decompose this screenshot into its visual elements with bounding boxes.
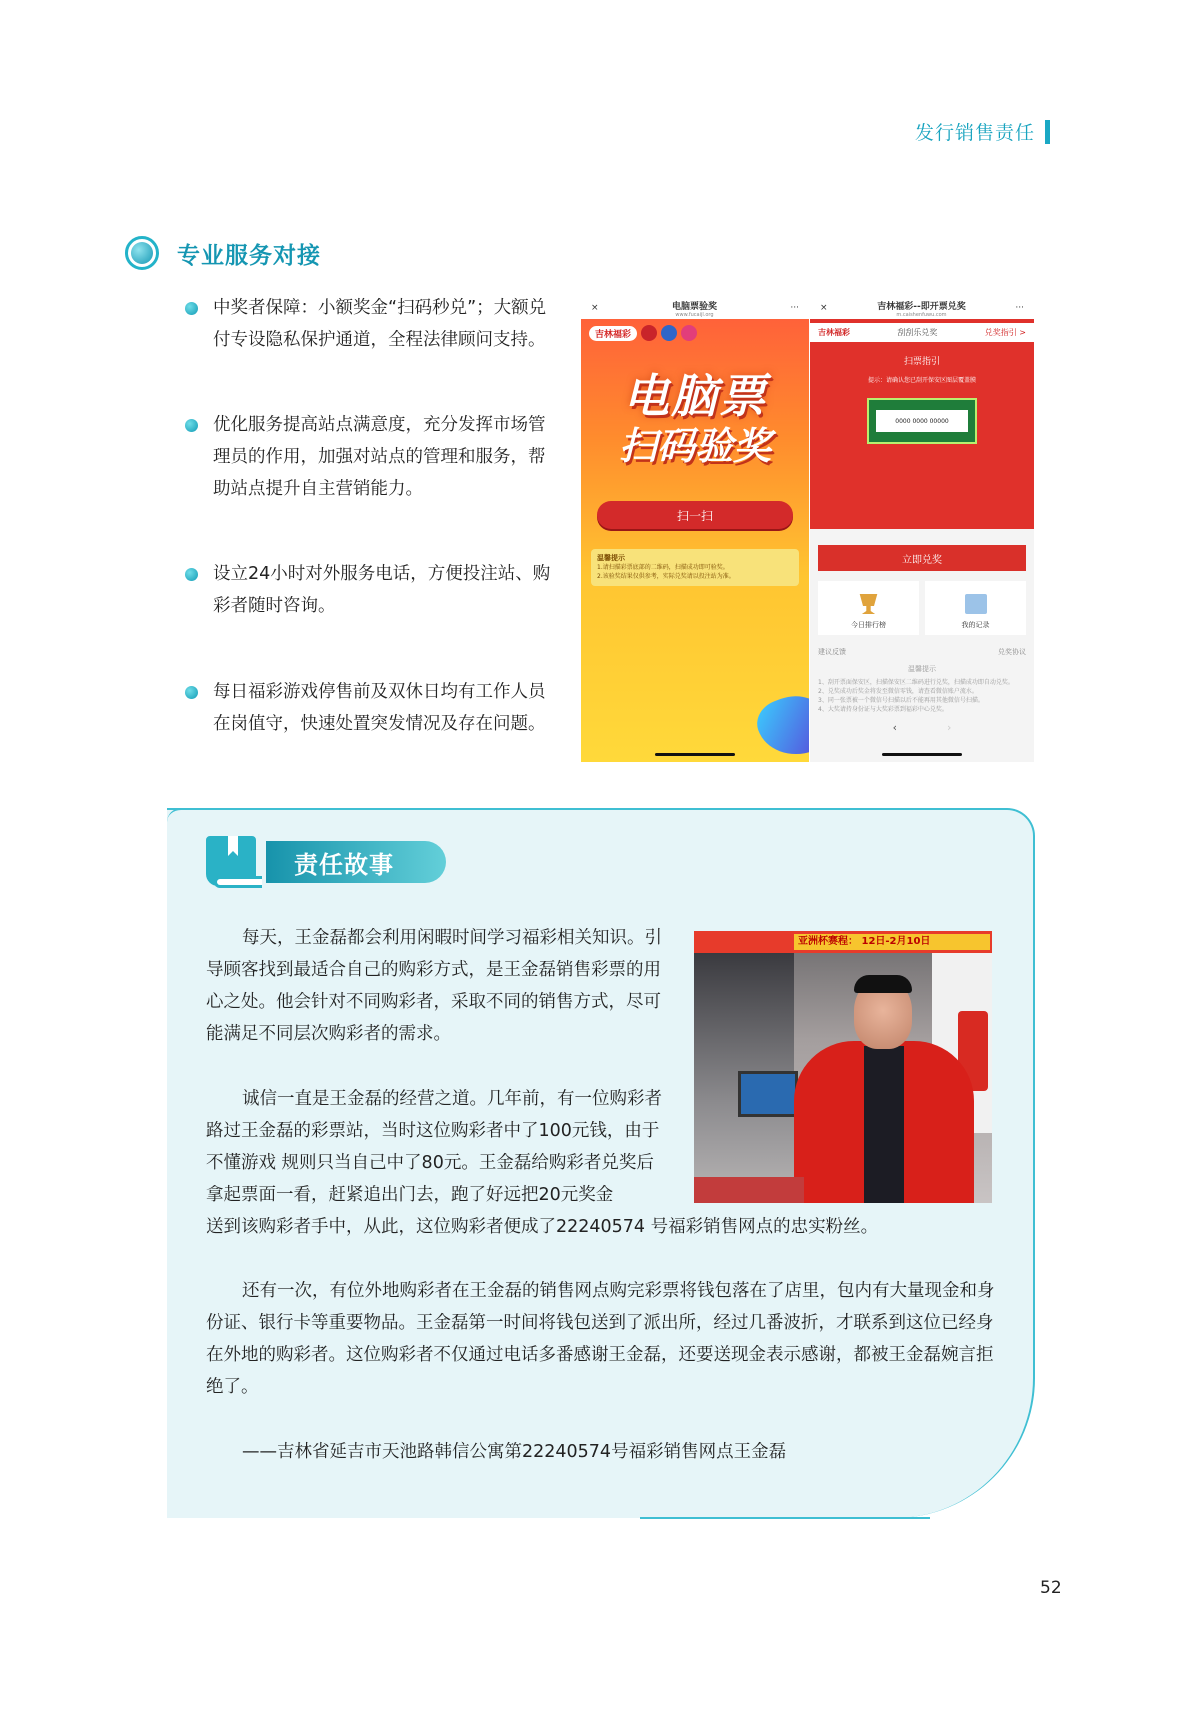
brand-row [810, 323, 1034, 342]
ranking-card[interactable] [818, 581, 919, 635]
tip-line: 1.请扫描彩票底部的二维码，扫描成功即可验奖。 [597, 564, 729, 571]
story-title-pill [266, 841, 446, 883]
notice-line: 4、大奖请持身份证与大奖彩票到福彩中心兑奖。 [818, 706, 948, 713]
tip-line: 2.该验奖结果仅供参考，实际兑奖请以投注站为准。 [597, 573, 735, 580]
photo-banner-text: 亚洲杯赛程： 12日-2月10日 [794, 934, 990, 950]
bullet-text: 优化服务提高站点满意度，充分发挥市场管理员的作用，加强对站点的管理和服务，帮助站点提升自主营销能力。 [213, 415, 546, 499]
guide-hint: 提示：请确认您已刮开保安区图层覆盖膜 [867, 377, 976, 384]
phone-title: 电脑票验奖 [671, 301, 717, 312]
bullet-text: 每日福彩游戏停售前及双休日均有工作人员在岗值守，快速处置突发情况及存在问题。 [213, 682, 546, 734]
bullet-dot-icon [185, 568, 198, 581]
hero-subtitle: 扫码验奖 [618, 424, 771, 468]
story-heading [206, 832, 446, 892]
bullet-item [185, 292, 555, 356]
phone-url: www.fucaijl.org [675, 311, 714, 318]
brand-logo: 吉林福彩 [589, 326, 637, 341]
game-logo-icon [661, 325, 677, 341]
card-label: 我的记录 [961, 621, 990, 629]
bullet-item [185, 676, 555, 740]
game-logo-icon [681, 325, 697, 341]
section-title [125, 236, 321, 270]
book-icon [206, 832, 262, 892]
story-signature: ——吉林省延吉市天池路韩信公寓第22240574号福彩销售网点王金磊 [242, 1442, 787, 1462]
agreement-link[interactable]: 兑奖协议 [998, 648, 1026, 656]
browser-nav [810, 721, 1034, 734]
brand-logo: 吉林福彩 [818, 328, 850, 337]
bullet-text: 设立24小时对外服务电话，方便投注站、购彩者随时咨询。 [213, 564, 551, 616]
redeem-button[interactable]: 立即兑奖 [818, 545, 1026, 571]
phone-screenshot-instant-ticket [810, 297, 1034, 762]
notice-heading: 温馨提示 [908, 665, 936, 673]
feedback-link[interactable]: 建议反馈 [818, 648, 846, 656]
bullet-dot-icon [185, 686, 198, 699]
circle-bullet-icon [125, 236, 159, 270]
notice-line: 2、兑奖成功后奖金将发至微信零钱，请查看微信账户流水。 [818, 688, 978, 695]
forward-icon[interactable]: › [947, 721, 952, 734]
phone-url: m.caishenfuwu.com [896, 311, 947, 318]
tip-box [591, 549, 799, 586]
decorative-blob [751, 686, 809, 762]
phone-screenshot-computer-ticket [581, 297, 809, 762]
brand-logos [581, 319, 809, 347]
footer-links [818, 647, 1026, 657]
notice-line: 3、同一张票被一个微信号扫描以后不能再用其他微信号扫描。 [818, 697, 984, 704]
phone-top-bar [581, 297, 809, 319]
bullet-dot-icon [185, 419, 198, 432]
ticket-code: 0000 0000 00000 [876, 410, 968, 432]
story-box-bottom-line [640, 1517, 930, 1519]
story-paragraph-continued: 送到该购彩者手中，从此，这位购彩者便成了22240574 号福彩销售网点的忠实粉丝。 [206, 1217, 879, 1237]
section-title-text: 专业服务对接 [177, 242, 321, 269]
card-label: 今日排行榜 [851, 621, 886, 629]
scan-button[interactable]: 扫一扫 [597, 501, 793, 529]
bullet-item [185, 409, 555, 505]
back-icon[interactable]: ‹ [892, 721, 897, 734]
bullet-text: 中奖者保障：小额奖金“扫码秒兑”；大额兑付专设隐私保护通道，全程法律顾问支持。 [213, 298, 547, 350]
scan-guide-panel [810, 319, 1034, 529]
close-icon[interactable]: × [591, 303, 599, 313]
story-paragraph: 每天，王金磊都会利用闲暇时间学习福彩相关知识。引导顾客找到最适合自己的购彩方式，是王金磊销售彩票的用心之处。他会针对不同购彩者，采取不同的销售方式，尽可能满足不同层次购彩者的需求。 [206, 928, 662, 1044]
guide-link[interactable]: 兑奖指引 > [984, 328, 1026, 337]
trophy-icon [858, 594, 880, 614]
page-number: 52 [1040, 1578, 1062, 1598]
guide-title: 扫票指引 [903, 357, 940, 367]
phone-top-bar [810, 297, 1034, 319]
monitor-icon [738, 1071, 798, 1117]
notice-line: 1、刮开票面保安区，扫描保安区二维码进行兑奖，扫描成功即自动兑奖。 [818, 679, 1014, 686]
close-icon[interactable]: × [820, 303, 828, 313]
feature-cards [818, 581, 1026, 635]
ticket-illustration [867, 398, 977, 444]
section-header-bar [1045, 120, 1050, 144]
hero-title: 电脑票 [623, 369, 767, 423]
more-icon[interactable]: ··· [790, 303, 799, 313]
bullet-dot-icon [185, 302, 198, 315]
home-indicator [882, 753, 962, 756]
story-title: 责任故事 [294, 850, 394, 879]
story-paragraph: 诚信一直是王金磊的经营之道。几年前，有一位购彩者路过王金磊的彩票站，当时这位购彩者中了100元钱，由于不懂游戏 规则只当自己中了80元。王金磊给购彩者兑奖后拿起票面一看，赶紧追出门去，跑了好远把20元奖金 [206, 1089, 662, 1205]
section-header-label: 发行销售责任 [914, 122, 1035, 144]
story-paragraph: 还有一次，有位外地购彩者在王金磊的销售网点购完彩票将钱包落在了店里，包内有大量现金和身份证、银行卡等重要物品。王金磊第一时间将钱包送到了派出所，经过几番波折，才联系到这位已经身在外地的购彩者。这位购彩者不仅通过电话多番感谢王金磊，还要送现金表示感谢，都被王金磊婉言拒绝了。 [206, 1281, 995, 1397]
document-icon [965, 594, 987, 614]
brand-sub: 刮刮乐兑奖 [897, 328, 938, 337]
phone-title: 吉林福彩--即开票兑奖 [877, 301, 966, 312]
portrait-photo [694, 931, 992, 1203]
tip-heading: 温馨提示 [597, 554, 625, 562]
bullet-item [185, 558, 555, 622]
records-card[interactable] [925, 581, 1026, 635]
section-header [915, 118, 1050, 145]
photo-banner [694, 931, 992, 953]
notice-box [818, 665, 1026, 714]
game-logo-icon [641, 325, 657, 341]
more-icon[interactable]: ··· [1015, 303, 1024, 313]
home-indicator [655, 753, 735, 756]
story-box-corner [167, 808, 197, 838]
